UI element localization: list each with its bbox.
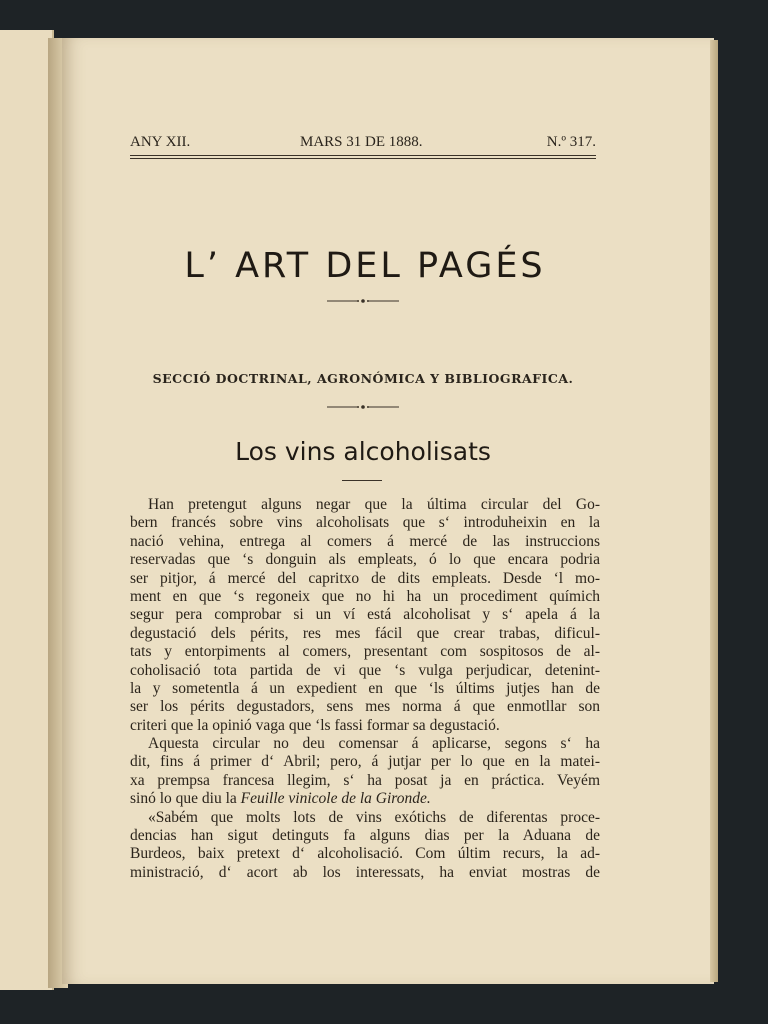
article-body: [130, 496, 600, 882]
text-line: Han pretengut alguns negar que la última circular del Go-: [148, 496, 600, 513]
text-line: bern francés sobre vins alcoholisats que s‘ introduheixin en la: [130, 514, 600, 532]
section-heading: SECCIÓ DOCTRINAL, AGRONÓMICA Y BIBLIOGRAFICA.: [152, 371, 574, 386]
text-line: dencias han sigut detinguts fa alguns dias per la Aduana de: [130, 827, 600, 845]
text-line: criteri que la opinió vaga que ‘ls fassi formar sa degustació.: [130, 716, 500, 734]
text-line: coholisació tota partida de vi que ‘s vulga perjudicar, detenint-: [130, 661, 600, 679]
article-title: Los vins alcoholisats: [235, 437, 491, 466]
text-line: «Sabém que molts lots de vins exótichs de diferentas proce-: [148, 808, 600, 826]
text-line: la y sometentla á un expedient en que ‘ls últims jutjes han de: [130, 679, 600, 697]
page-edge: [710, 40, 718, 982]
title-rule: [342, 480, 382, 481]
text-fragment: sinó lo que diu la: [130, 790, 237, 808]
text-line: ser pitjor, á mercé del capritxo de dits empleats. Desde ‘l mo-: [130, 569, 600, 587]
text-line: ministració, d‘ acort ab los interessats, ha enviat mostras de: [130, 863, 600, 881]
publication-title: Feuille vinicole de la Gironde.: [240, 790, 431, 808]
text-line: [130, 790, 600, 808]
text-line: Burdeos, baix pretext d‘ alcoholisació. Com últim recurs, la ad-: [130, 845, 600, 863]
text-line: xa prempsa francesa llegim, s‘ ha posat ja en práctica. Veyém: [130, 771, 600, 789]
text-line: Aquesta circular no deu comensar á aplicarse, segons s‘ ha: [148, 735, 600, 753]
header-rule-top: [130, 155, 596, 156]
issue-date: MARS 31 DE 1888.: [300, 134, 423, 150]
text-line: ment en que ‘s regoneix que no hi ha un procediment químich: [130, 587, 600, 605]
text-line: dit, fins á primer d‘ Abril; pero, á jutjar per lo que en la matei-: [130, 753, 600, 771]
issue-number: N.º 317.: [546, 134, 596, 150]
text-line: tats y entorpiments al comers, presentant com sospitosos de al-: [130, 643, 600, 661]
ornament-divider: [327, 297, 399, 305]
text-line: segur pera comprobar si un ví está alcoholisat y s‘ apela á la: [130, 606, 600, 624]
running-header: [130, 134, 596, 154]
masthead-title: L’ ART DEL PAGÉS: [184, 246, 546, 286]
header-rule-bottom: [130, 158, 596, 159]
left-page-edge: [0, 30, 54, 990]
text-line: degustació dels périts, res mes fácil que crear trabas, dificul-: [130, 624, 600, 642]
volume-label: ANY XII.: [130, 134, 191, 150]
text-line: nació vehina, entrega al comers á mercé de las instruccions: [130, 532, 600, 550]
text-line: reservadas que ‘s donguin als empleats, ó lo que encara podria: [130, 551, 600, 569]
text-line: ser los périts degustadors, sens mes norma á que enmotllar son: [130, 698, 600, 716]
ornament-divider: [327, 403, 399, 411]
